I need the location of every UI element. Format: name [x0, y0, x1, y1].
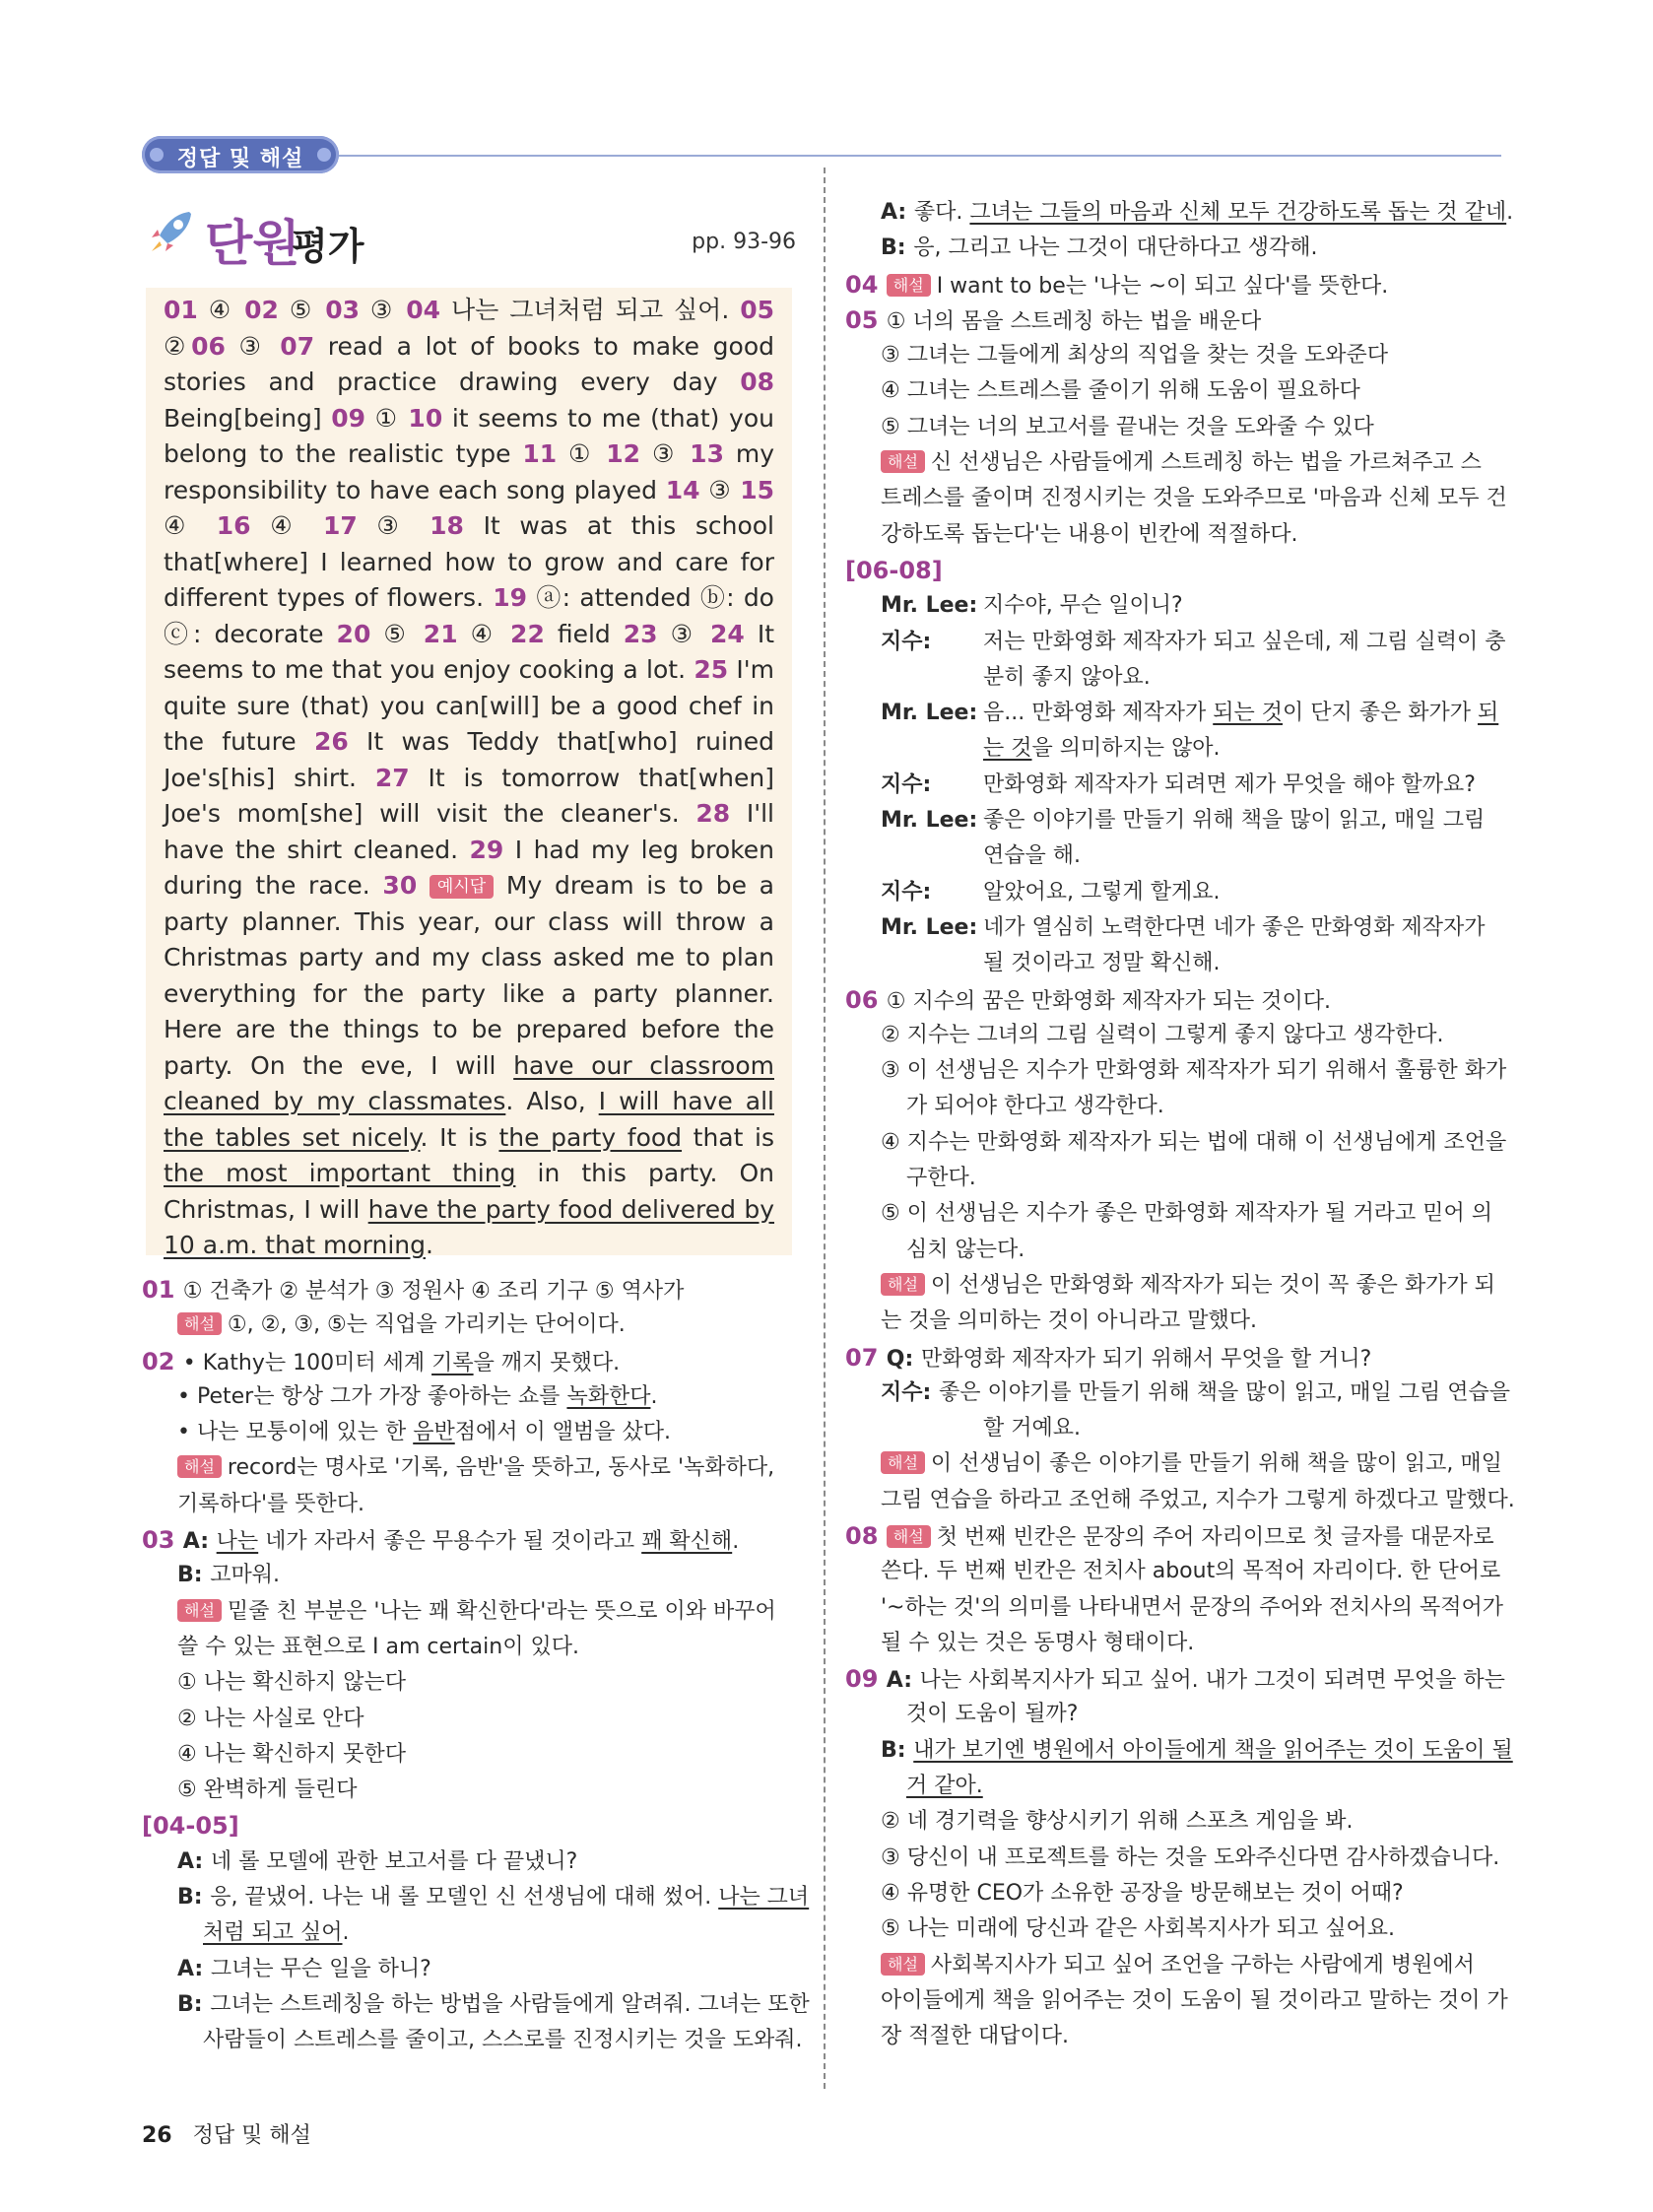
underlined-text: have our classroom cleaned by my classmates — [164, 1050, 774, 1115]
text-line — [845, 660, 1505, 696]
text-line — [845, 1340, 1505, 1375]
text-line — [845, 373, 1505, 409]
speaker-label: B: — [177, 1991, 211, 2017]
text-line — [845, 1161, 1505, 1196]
text-segment: • Peter는 항상 그가 가장 좋아하는 쇼를 — [177, 1383, 567, 1409]
text-segment: record는 명사로 '기록, 음반'을 뜻하고, 동사로 '녹화하다, — [227, 1455, 775, 1481]
underlined-text: 녹화한다 — [566, 1383, 651, 1409]
underlined-text: 거 같아. — [906, 1774, 983, 1799]
text-segment: in this party. On Christmas, I will — [164, 1159, 774, 1224]
text-line — [845, 1196, 1505, 1232]
text-line — [142, 1558, 792, 1593]
question-number: 02 — [142, 1347, 183, 1375]
text-line — [845, 1769, 1505, 1804]
text-segment: 이 단지 좋은 화가가 — [1282, 701, 1478, 726]
text-segment: ④ 그녀는 스트레스를 줄이기 위해 도움이 필요하다 — [881, 378, 1360, 404]
underlined-text: 기록 — [431, 1350, 474, 1375]
text-line — [845, 803, 1505, 838]
text-segment: ① 건축가 ② 분석가 ③ 정원사 ④ 조리 기구 ⑤ 역사가 — [182, 1279, 685, 1304]
text-segment: ③ 이 선생님은 지수가 만화영화 제작자가 되기 위해서 훌륭한 화가 — [881, 1058, 1507, 1084]
text-line — [845, 1626, 1505, 1661]
question-number: 05 — [845, 305, 887, 334]
text-segment: 는 것을 의미하는 것이 아니라고 말했다. — [881, 1308, 1257, 1334]
text-segment: ④ 지수는 만화영화 제작자가 되는 법에 대해 이 선생님에게 조언을 — [881, 1129, 1507, 1155]
text-segment: I had my leg broken during the race. — [164, 835, 774, 900]
answer-number: 08 — [740, 368, 774, 396]
text-segment: ④ 유명한 CEO가 소유한 공장을 방문해보는 것이 어때? — [881, 1880, 1404, 1906]
answer-number: 20 — [336, 619, 371, 648]
text-line — [845, 1375, 1510, 1411]
answer-key-box — [146, 288, 792, 1259]
text-segment: field — [544, 619, 624, 648]
text-segment: it seems to me (that) you belong to the realistic type — [164, 403, 774, 468]
text-segment: 될 것이라고 정말 확신해. — [983, 951, 1221, 976]
question-number: 08 — [845, 1521, 887, 1550]
text-segment: 그림 연습을 하라고 조언해 주었고, 지수가 그렇게 하겠다고 말했다. — [881, 1487, 1515, 1512]
text-segment: ④ 나는 확신하지 못한다 — [177, 1741, 406, 1767]
answer-number: 25 — [694, 655, 729, 684]
text-segment: ③ 그녀는 그들에게 최상의 직업을 찾는 것을 도와준다 — [881, 343, 1388, 369]
question-number: 07 — [845, 1343, 887, 1372]
text-line — [845, 1876, 1505, 1911]
text-segment: 을 깨지 못했다. — [473, 1350, 621, 1375]
text-segment: 연습을 해. — [983, 843, 1081, 869]
section-header-label: 정답 및 해설 — [176, 147, 304, 171]
speaker-label: A: — [182, 1529, 217, 1555]
answer-number: 30 — [382, 871, 418, 900]
underlined-text: 꽤 확신해 — [641, 1529, 733, 1555]
text-segment: 심치 않는다. — [906, 1237, 1025, 1262]
text-segment: 나는 사회복지사가 되고 싶어. 내가 그것이 되려면 무엇을 하는 — [919, 1668, 1505, 1694]
text-segment: . — [650, 1383, 658, 1409]
text-segment: 만화영화 제작자가 되려면 제가 무엇을 해야 할까요? — [983, 771, 1476, 797]
text-line — [845, 302, 1505, 338]
text-line — [845, 1841, 1505, 1876]
text-segment: ③ — [225, 331, 281, 361]
text-segment: ③ — [357, 511, 430, 540]
text-line — [845, 1053, 1505, 1089]
text-line — [845, 982, 1505, 1018]
underlined-text: 그녀는 그들의 마음과 신체 모두 건강하도록 돕는 것 같네 — [969, 200, 1507, 225]
text-line — [845, 838, 1505, 874]
text-segment: ⑤ 그녀는 너의 보고서를 끝내는 것을 도와줄 수 있다 — [881, 414, 1374, 439]
speaker-label: A: — [177, 1956, 211, 1981]
text-segment: 기록하다'를 뜻한다. — [177, 1491, 365, 1516]
text-segment: ① 너의 몸을 스트레칭 하는 법을 배운다 — [886, 308, 1262, 334]
speaker-label: Mr. Lee: — [881, 701, 978, 726]
answer-number: 27 — [374, 763, 410, 792]
text-line — [845, 1518, 1505, 1554]
speaker-label: B: — [881, 1737, 914, 1763]
text-line — [142, 1487, 792, 1522]
text-segment: 응, 그리고 나는 그것이 대단하다고 생각해. — [913, 235, 1318, 261]
left-explanations — [142, 1272, 810, 2059]
text-segment: ② 네 경기력을 향상시키기 위해 스포츠 게임을 봐. — [881, 1809, 1354, 1835]
answer-number: 17 — [322, 511, 358, 540]
question-number: [06-08] — [845, 556, 943, 584]
text-segment: 저는 만화영화 제작자가 되고 싶은데, 제 그림 실력이 충 — [983, 629, 1506, 654]
question-number: [04-05] — [142, 1812, 239, 1841]
text-segment: ③ — [699, 475, 741, 504]
text-segment: . — [1506, 200, 1514, 225]
answer-number: 12 — [606, 439, 641, 468]
answer-number: 03 — [325, 296, 360, 324]
explanation-tag: 해설 — [881, 450, 925, 473]
text-segment: 쓸 수 있는 표현으로 I am certain이 있다. — [177, 1634, 579, 1659]
text-line — [845, 1983, 1508, 2019]
question-number: 09 — [845, 1665, 887, 1694]
title-sub: 평가 — [292, 225, 364, 268]
question-number: 03 — [142, 1526, 183, 1555]
answer-number: 29 — [469, 835, 504, 864]
explanation-tag: 해설 — [887, 274, 931, 297]
answer-number: 04 — [406, 296, 441, 324]
answer-number: 11 — [522, 439, 558, 468]
explanation-tag: 해설 — [177, 1599, 222, 1622]
answer-number: 16 — [216, 511, 251, 540]
text-segment: ⑤ 이 선생님은 지수가 좋은 만화영화 제작자가 될 거라고 믿어 의 — [881, 1201, 1492, 1227]
answer-key-text — [146, 288, 792, 1264]
text-line — [845, 267, 1505, 302]
text-segment: 분히 좋지 않아요. — [983, 664, 1151, 690]
text-segment: 만화영화 제작자가 되기 위해서 무엇을 할 거니? — [920, 1346, 1372, 1372]
text-line — [845, 1483, 1515, 1518]
text-segment: 네가 자라서 좋은 무용수가 될 것이라고 — [258, 1529, 642, 1555]
question-number: 01 — [142, 1276, 183, 1304]
speaker-label: 지수: — [881, 629, 932, 654]
explanation-tag: 해설 — [881, 1273, 925, 1296]
text-segment: ① 지수의 꿈은 만화영화 제작자가 되는 것이다. — [886, 988, 1331, 1014]
text-segment: ① 나는 확신하지 않는다 — [177, 1670, 406, 1696]
text-line — [845, 1911, 1505, 1947]
text-line — [845, 910, 1505, 946]
text-line — [142, 1915, 792, 1951]
speaker-label: Mr. Lee: — [881, 808, 978, 834]
text-segment: 고마워. — [210, 1563, 280, 1588]
header-rule — [339, 155, 1501, 157]
text-segment: ② — [164, 331, 192, 361]
underlined-text: 나는 그녀 — [718, 1885, 810, 1910]
page-range: pp. 93-96 — [692, 230, 796, 254]
answer-number: 15 — [740, 475, 774, 504]
text-segment: ① — [557, 439, 607, 468]
text-line — [845, 517, 1505, 553]
answer-number: 21 — [423, 619, 458, 648]
text-line — [142, 1344, 792, 1379]
text-line — [845, 195, 1514, 231]
explanation-tag: 해설 — [177, 1312, 222, 1335]
text-segment: read a lot of books to make good stories and practice drawing every day — [164, 331, 774, 396]
footer-label: 정답 및 해설 — [192, 2123, 311, 2148]
text-line — [142, 1630, 792, 1665]
underlined-text: the party food — [498, 1122, 683, 1152]
text-segment: ③ — [359, 296, 407, 324]
text-segment: 것이 도움이 될까? — [906, 1702, 1079, 1727]
text-segment: 장 적절한 대답이다. — [881, 2024, 1069, 2049]
text-line — [142, 1594, 792, 1630]
text-segment: that is — [682, 1122, 775, 1152]
question-number: 04 — [845, 270, 887, 299]
underlined-text: 처럼 되고 싶어 — [203, 1920, 343, 1946]
text-segment: ①, ②, ③, ⑤는 직업을 가리키는 단어이다. — [227, 1312, 626, 1338]
text-line — [845, 231, 1505, 266]
text-segment: . — [732, 1529, 740, 1555]
text-segment: Being[being] — [164, 403, 332, 433]
text-line — [845, 696, 1505, 731]
text-segment: 그녀는 무슨 일을 하니? — [210, 1956, 431, 1981]
answer-number: 18 — [430, 511, 464, 540]
answer-number: 10 — [408, 403, 443, 433]
text-line — [142, 1773, 792, 1808]
text-segment: 신 선생님은 사람들에게 스트레칭 하는 법을 가르쳐주고 스 — [930, 450, 1482, 476]
answer-number: 26 — [313, 727, 349, 756]
text-segment: 사람들이 스트레스를 줄이고, 스스로를 진정시키는 것을 도와줘. — [203, 2028, 803, 2053]
speaker-label: 지수: — [881, 879, 932, 905]
answer-number: 09 — [331, 403, 366, 433]
title-main: 단원 — [205, 215, 300, 272]
text-line — [845, 1304, 1505, 1339]
text-segment: . — [342, 1920, 350, 1946]
text-segment: . — [425, 1231, 433, 1259]
text-line — [845, 1411, 1505, 1446]
text-segment: • Kathy는 100미터 세계 — [182, 1350, 432, 1375]
speaker-label: A: — [177, 1848, 211, 1874]
answer-number: 22 — [510, 619, 545, 648]
text-line — [142, 1737, 792, 1773]
rocket-icon — [146, 206, 197, 257]
text-line — [142, 1987, 810, 2023]
text-segment: 좋은 이야기를 만들기 위해 책을 많이 읽고, 매일 그림 — [983, 808, 1486, 834]
unit-title — [146, 202, 796, 272]
text-line — [845, 625, 1505, 660]
badge-dot-icon — [317, 148, 331, 162]
text-segment: It is tomorrow that[when] Joe's mom[she] will visit the cleaner's. — [164, 763, 774, 828]
text-segment: '~하는 것'의 의미를 나타내면서 문장의 주어와 전치사의 목적어가 — [881, 1594, 1504, 1620]
text-line — [845, 2019, 1505, 2054]
text-segment: It was at this school that[where] I learned how to grow and care for different types of flowers. — [164, 511, 774, 612]
section-header-badge — [142, 136, 339, 173]
text-line — [845, 1125, 1505, 1161]
text-line — [845, 946, 1505, 981]
text-segment: ③ 당신이 내 프로젝트를 하는 것을 도와주신다면 감사하겠습니다. — [881, 1844, 1500, 1870]
explanation-tag: 해설 — [881, 1451, 925, 1474]
underlined-text: the most important thing — [164, 1159, 516, 1187]
text-line — [845, 1948, 1505, 1983]
column-divider — [824, 168, 826, 2089]
question-number: 06 — [845, 985, 887, 1014]
text-segment: 아이들에게 책을 읽어주는 것이 도움이 될 것이라고 말하는 것이 가 — [881, 1987, 1508, 2013]
text-line — [142, 1379, 792, 1415]
answer-number: 06 — [191, 331, 226, 361]
underlined-text: 되는 것 — [1213, 701, 1283, 726]
text-line — [142, 1665, 792, 1701]
text-segment: It was Teddy that[who] ruined Joe's[his] shirt. — [164, 727, 775, 792]
text-segment: My dream is to be a party planner. This year, our class will throw a Christmas party and my class asked me to plan everything for the party like a party planner. Here are the things to be prepared before the party. On the eve, I will — [164, 871, 774, 1080]
text-segment: 네가 열심히 노력한다면 네가 좋은 만화영화 제작자가 — [983, 914, 1486, 940]
text-segment: I want to be는 '나는 ~이 되고 싶다'를 뜻한다. — [936, 273, 1389, 299]
text-line — [845, 588, 1505, 624]
speaker-label: 지수: — [881, 1379, 939, 1405]
text-line — [142, 1844, 792, 1880]
answer-number: 14 — [665, 475, 700, 504]
text-line — [845, 1733, 1513, 1769]
text-segment: 나는 그녀처럼 되고 싶어. — [440, 296, 741, 324]
text-segment: 알았어요, 그렇게 할게요. — [983, 879, 1221, 905]
speaker-label: Mr. Lee: — [881, 593, 978, 619]
answer-number: 24 — [710, 619, 745, 648]
text-segment: ② 나는 사실로 안다 — [177, 1706, 364, 1731]
text-segment: 강하도록 돕는다'는 내용이 빈칸에 적절하다. — [881, 521, 1298, 547]
text-segment: . Also, — [505, 1087, 599, 1115]
text-line — [845, 1554, 1505, 1589]
text-segment — [417, 871, 430, 900]
text-line — [142, 1272, 792, 1307]
speaker-label: 지수: — [881, 771, 932, 797]
text-segment: 가 되어야 한다고 생각한다. — [906, 1094, 1164, 1119]
text-segment: 을 의미하지는 않아. — [1031, 736, 1221, 762]
underlined-text: 나는 — [216, 1529, 259, 1555]
text-segment: 점에서 이 앨범을 샀다. — [454, 1420, 671, 1445]
text-line — [845, 1661, 1505, 1697]
text-line — [845, 1590, 1505, 1626]
text-segment: 첫 번째 빈칸은 문장의 주어 자리이므로 첫 글자를 대문자로 — [936, 1524, 1494, 1550]
speaker-label: Q: — [886, 1346, 921, 1372]
text-line — [142, 1952, 792, 1987]
text-line — [845, 553, 1505, 588]
text-line — [845, 1268, 1505, 1304]
text-segment: 사회복지사가 되고 싶어 조언을 구하는 사람에게 병원에서 — [930, 1952, 1475, 1977]
text-segment: ⑤ 완벽하게 들린다 — [177, 1777, 358, 1803]
text-line — [142, 1415, 792, 1450]
answer-number: 02 — [244, 296, 279, 324]
answer-number: 19 — [493, 583, 528, 612]
text-segment: 이 선생님은 만화영화 제작자가 되는 것이 꼭 좋은 화가가 되 — [930, 1272, 1495, 1298]
text-segment: 구한다. — [906, 1166, 976, 1191]
underlined-text: 는 것 — [983, 736, 1032, 762]
text-segment: ④ — [197, 296, 245, 324]
explanation-tag: 해설 — [881, 1953, 925, 1976]
text-segment: 지수야, 무슨 일이니? — [983, 593, 1183, 619]
text-line — [845, 1233, 1505, 1268]
text-segment: ③ — [640, 439, 691, 468]
text-segment: 네 롤 모델에 관한 보고서를 다 끝냈니? — [210, 1848, 578, 1874]
text-line — [845, 1697, 1505, 1732]
text-segment: my responsibility to have each song played — [164, 439, 774, 504]
text-segment: 될 수 있는 것은 동명사 형태이다. — [881, 1630, 1195, 1655]
text-line — [142, 1702, 792, 1737]
text-line — [142, 2023, 803, 2058]
text-line — [845, 1804, 1505, 1840]
text-segment: ⑤ — [278, 296, 326, 324]
text-segment: ⑤ 나는 미래에 당신과 같은 사회복지사가 되고 싶어요. — [881, 1916, 1395, 1942]
speaker-label: B: — [177, 1563, 211, 1588]
text-line — [845, 1018, 1505, 1053]
text-segment: 그녀는 스트레칭을 하는 방법을 사람들에게 알려줘. 그녀는 또한 — [210, 1991, 810, 2017]
underlined-text: 음반 — [413, 1420, 455, 1445]
text-segment: . It is — [420, 1122, 499, 1152]
underlined-text: have the party food delivered by 10 a.m. that morning — [164, 1194, 775, 1259]
answer-number: 07 — [280, 331, 315, 361]
speaker-label: A: — [881, 200, 914, 225]
answer-number: 23 — [623, 619, 658, 648]
speaker-label: B: — [881, 235, 914, 261]
text-segment: ⑤ — [370, 619, 424, 648]
underlined-text: 되 — [1477, 701, 1499, 726]
text-line — [142, 1522, 792, 1558]
text-segment: 음... 만화영화 제작자가 — [983, 701, 1214, 726]
text-line — [845, 875, 1505, 910]
text-line — [142, 1307, 792, 1343]
text-line — [845, 731, 1505, 767]
text-segment: • 나는 모퉁이에 있는 한 — [177, 1420, 414, 1445]
text-line — [142, 1450, 792, 1486]
text-segment: I'm quite sure (that) you can[will] be a good chef in the future — [164, 655, 774, 756]
text-line — [845, 481, 1505, 516]
answer-number: 01 — [164, 296, 198, 324]
text-line — [845, 768, 1505, 803]
page-number: 26 — [142, 2123, 172, 2148]
text-line — [142, 1808, 792, 1843]
text-segment: 이 선생님이 좋은 이야기를 만들기 위해 책을 많이 읽고, 매일 — [930, 1451, 1502, 1477]
speaker-label: Mr. Lee: — [881, 914, 978, 940]
text-segment: 좋다. — [913, 200, 970, 225]
text-line — [845, 1089, 1505, 1124]
text-segment: 쓴다. 두 번째 빈칸은 전치사 about의 목적어 자리이다. 한 단어로 — [881, 1559, 1501, 1584]
text-segment: ② 지수는 그녀의 그림 실력이 그렇게 좋지 않다고 생각한다. — [881, 1022, 1444, 1047]
text-segment: 할 거예요. — [983, 1416, 1081, 1441]
underlined-text: I will have all the tables set nicely — [164, 1087, 774, 1152]
text-segment: ⓐ: attended ⓑ: do ⓒ: decorate — [164, 583, 774, 648]
text-segment: 응, 끝냈어. 나는 내 롤 모델인 신 선생님에 대해 썼어. — [210, 1885, 719, 1910]
page-footer — [142, 2118, 311, 2149]
text-segment: I'll have the shirt cleaned. — [164, 799, 774, 864]
speaker-label: A: — [886, 1668, 920, 1694]
answer-number: 13 — [690, 439, 724, 468]
text-line — [845, 1446, 1505, 1482]
text-segment: 트레스를 줄이며 진정시키는 것을 도와주므로 '마음과 신체 모두 건 — [881, 486, 1507, 511]
text-segment: ① — [365, 403, 409, 433]
text-segment: ④ — [164, 511, 217, 540]
text-line — [845, 410, 1505, 445]
text-segment: ④ — [457, 619, 511, 648]
text-segment: 밑줄 친 부분은 '나는 꽤 확신한다'라는 뜻으로 이와 바꾸어 — [227, 1598, 776, 1624]
text-line — [845, 445, 1505, 481]
text-line — [845, 338, 1505, 373]
speaker-label: B: — [177, 1885, 211, 1910]
text-segment: 좋은 이야기를 만들기 위해 책을 많이 읽고, 매일 그림 연습을 — [938, 1379, 1510, 1405]
explanation-tag: 해설 — [177, 1455, 222, 1478]
answer-number: 05 — [740, 296, 775, 324]
example-tag: 예시답 — [430, 875, 494, 899]
text-segment: ③ — [657, 619, 711, 648]
explanation-tag: 해설 — [887, 1525, 931, 1548]
answer-number: 28 — [695, 799, 731, 828]
text-segment: It seems to me that you enjoy cooking a lot. — [164, 619, 774, 684]
underlined-text: 내가 보기엔 병원에서 아이들에게 책을 읽어주는 것이 도움이 될 — [913, 1737, 1513, 1763]
right-explanations — [845, 195, 1515, 2054]
text-segment: ④ — [250, 511, 323, 540]
text-line — [142, 1880, 810, 1915]
